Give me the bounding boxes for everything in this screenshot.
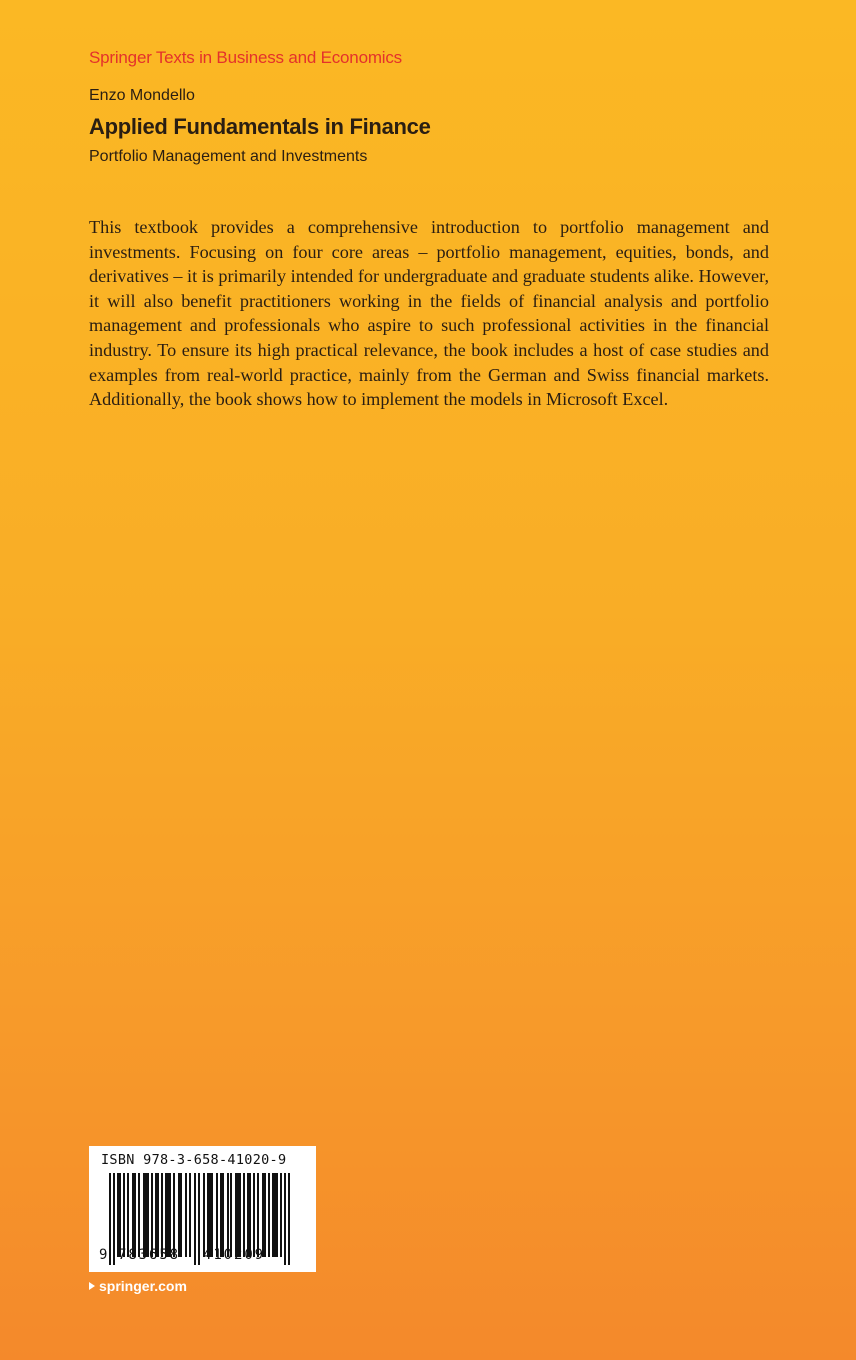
book-subtitle: Portfolio Management and Investments [89,148,368,165]
book-title: Applied Fundamentals in Finance [89,114,431,139]
series-name: Springer Texts in Business and Economics [89,48,402,67]
isbn-barcode [89,1146,316,1272]
arrow-right-icon [89,1282,95,1290]
website-label: springer.com [99,1278,187,1294]
author-name: Enzo Mondello [89,87,195,104]
barcode-right-digits: 410209 [203,1247,265,1263]
book-description: This textbook provides a comprehensive introduction to portfolio management and investments. Focusing on four core areas – portfolio management, equities, bonds, and derivatives – it is primarily intended for undergraduate and graduate students alike. However, it will also benefit practitioners working in the fields of financial analysis and portfolio management and professionals who aspire to such professional activities in the financial industry. To ensure its high practical relevance, the book includes a host of case studies and examples from real-world practice, mainly from the German and Swiss financial markets. Additionally, the book shows how to implement the models in Microsoft Excel. [89,217,769,410]
barcode-digits [89,1247,316,1267]
website-link[interactable] [89,1278,187,1294]
isbn-label: ISBN 978-3-658-41020-9 [101,1152,287,1168]
barcode-left-digits: 783658 [118,1247,180,1263]
barcode-first-digit: 9 [99,1247,110,1263]
